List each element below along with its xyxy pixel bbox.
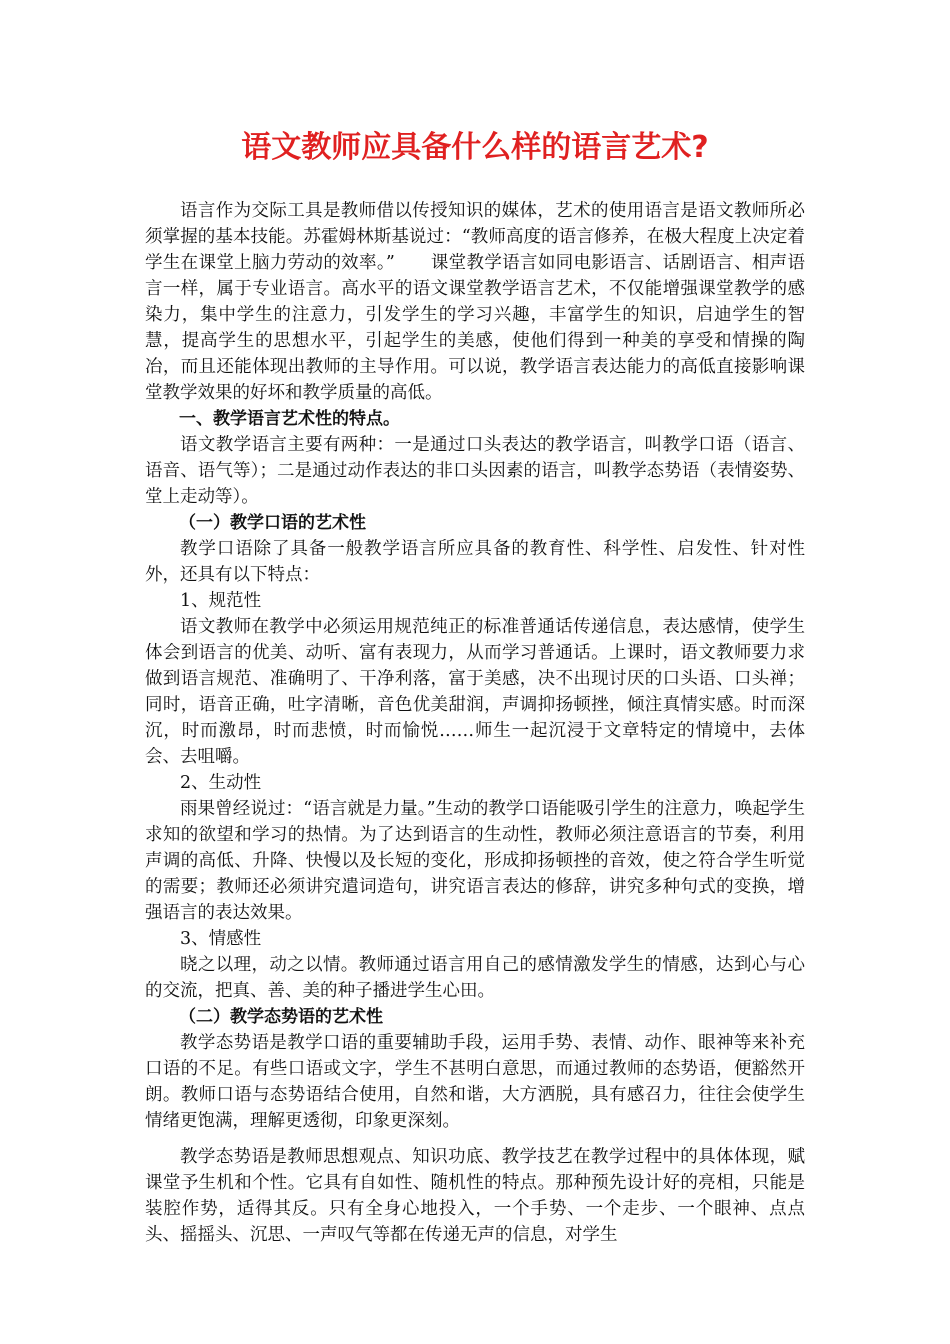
subsection-heading-1: （一）教学口语的艺术性 <box>179 513 366 533</box>
item-1-paragraph: 语文教师在教学中必须运用规范纯正的标准普通话传递信息，表达感情，使学生体会到语言的优美、动听、富有表现力，从而学习普通话。上课时，语文教师要力求做到语言规范、准确明了、干净利落，富于美感，决不出现讨厌的口头语、口头禅；同时，语音正确，吐字清晰，音色优美甜润，声调抑扬顿挫，倾注真情实感。时而深沉，时而激昂，时而悲愤，时而愉悦……师生一起沉浸于文章特定的情境中，去体会、去咀嚼。 <box>145 617 805 767</box>
section-1-paragraph: 语文教学语言主要有两种：一是通过口头表达的教学语言，叫教学口语（语言、语音、语气等）；二是通过动作表达的非口头因素的语言，叫教学态势语（表情姿势、堂上走动等）。 <box>145 435 805 507</box>
document-body <box>145 198 805 1248</box>
intro-paragraph: 语言作为交际工具是教师借以传授知识的媒体，艺术的使用语言是语文教师所必须掌握的基本技能。苏霍姆林斯基说过：“教师高度的语言修养，在极大程度上决定着学生在课堂上脑力劳动的效率。” 课堂教学语言如同电影语言、话剧语言、相声语言一样，属于专业语言。高水平的语文课堂教学语言艺术，不仅能增强课堂教学的感染力，集中学生的注意力，引发学生的学习兴趣，丰富学生的知识，启迪学生的智慧，提高学生的思想水平，引起学生的美感，使他们得到一种美的享受和情操的陶冶，而且还能体现出教师的主导作用。可以说，教学语言表达能力的高低直接影响课堂教学效果的好坏和教学质量的高低。 <box>145 201 805 403</box>
item-2-label: 2、生动性 <box>180 773 262 793</box>
item-3-label: 3、情感性 <box>180 929 262 949</box>
subsection-2-paragraph-2: 教学态势语是教师思想观点、知识功底、教学技艺在教学过程中的具体体现，赋课堂予生机和个性。它具有自如性、随机性的特点。那种预先设计好的亮相，只能是装腔作势，适得其反。只有全身心地投入，一个手势、一个走步、一个眼神、点点头、摇摇头、沉思、一声叹气等都在传递无声的信息，对学生 <box>145 1147 805 1245</box>
subsection-1-paragraph: 教学口语除了具备一般教学语言所应具备的教育性、科学性、启发性、针对性外，还具有以下特点： <box>145 539 805 585</box>
item-2-paragraph: 雨果曾经说过：“语言就是力量。”生动的教学口语能吸引学生的注意力，唤起学生求知的欲望和学习的热情。为了达到语言的生动性，教师必须注意语言的节奏，利用声调的高低、升降、快慢以及长短的变化，形成抑扬顿挫的音效，使之符合学生听觉的需要；教师还必须讲究遣词造句，讲究语言表达的修辞，讲究多种句式的变换，增强语言的表达效果。 <box>145 799 805 923</box>
item-3-paragraph: 晓之以理，动之以情。教师通过语言用自己的感情激发学生的情感，达到心与心的交流，把真、善、美的种子播进学生心田。 <box>145 955 805 1001</box>
item-1-label: 1、规范性 <box>180 591 262 611</box>
subsection-heading-2: （二）教学态势语的艺术性 <box>179 1007 383 1027</box>
paragraph-spacer <box>145 1134 805 1144</box>
document-title: 语文教师应具备什么样的语言艺术? <box>241 130 709 165</box>
section-heading-1: 一、教学语言艺术性的特点。 <box>179 409 400 429</box>
subsection-2-paragraph-1: 教学态势语是教学口语的重要辅助手段，运用手势、表情、动作、眼神等来补充口语的不足。有些口语或文字，学生不甚明白意思，而通过教师的态势语，便豁然开朗。教师口语与态势语结合使用，自然和谐，大方洒脱，具有感召力，往往会使学生情绪更饱满，理解更透彻，印象更深刻。 <box>145 1033 805 1131</box>
